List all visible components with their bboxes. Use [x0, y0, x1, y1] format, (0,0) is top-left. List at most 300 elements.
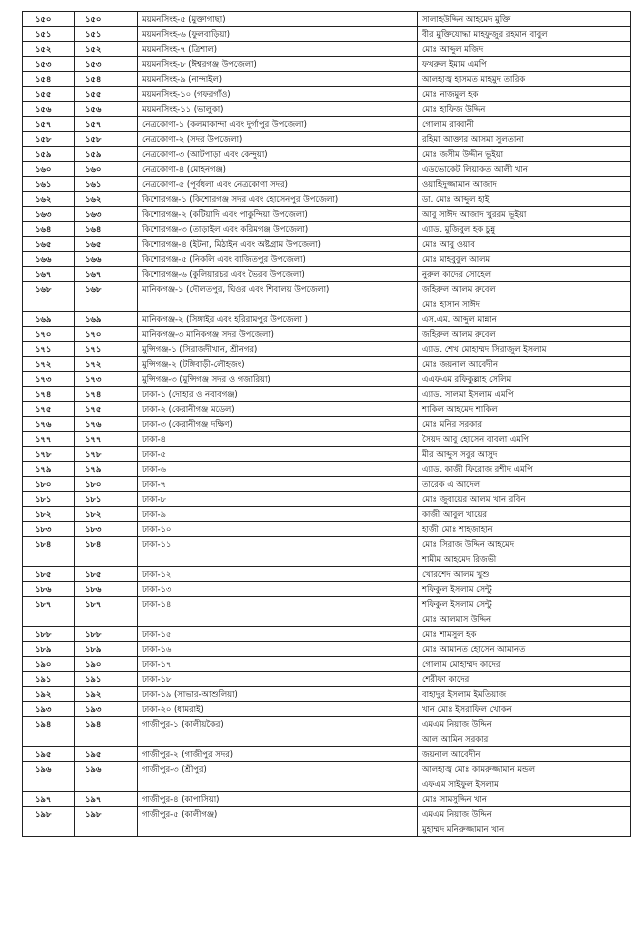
- seat-number-cell: ১৬৩: [75, 207, 138, 222]
- candidate-name: শফিকুল ইসলাম সেন্টু: [422, 584, 492, 594]
- candidate-name: জহিরুল আলম রুবেল: [422, 329, 496, 339]
- candidate-name: আবু সাঈদ আজাদ খুররম ভূইয়া: [422, 209, 527, 219]
- constituency-cell: ঢাকা-৫: [138, 447, 418, 462]
- serial-number-cell: ১৫০: [23, 12, 75, 27]
- candidate-name: রহিমা আক্তার আসমা সুলতানা: [422, 134, 524, 144]
- serial-number-cell: ১৮১: [23, 492, 75, 507]
- seat-number-cell: ১৭৮: [75, 447, 138, 462]
- candidate-name: সৈয়দ আবু হোসেন বাবলা এমপি: [422, 434, 529, 444]
- candidate-cell: [418, 462, 631, 477]
- candidate-cell: [418, 252, 631, 267]
- constituency-cell: ঢাকা-১৬: [138, 642, 418, 657]
- serial-number-cell: ১৭৬: [23, 417, 75, 432]
- table-row: [23, 42, 631, 57]
- table-row: [23, 87, 631, 102]
- seat-number-cell: ১৬৬: [75, 252, 138, 267]
- candidate-name: আলহাজ্ব মোঃ কামরুজ্জামান মন্ডল: [422, 764, 535, 774]
- serial-number-cell: ১৫৫: [23, 87, 75, 102]
- seat-number-cell: ১৫০: [75, 12, 138, 27]
- candidate-name: মীর আব্দুস সবুর আসুদ: [422, 449, 498, 459]
- candidate-name: এডভোকেট লিয়াকত আলী খান: [422, 164, 528, 174]
- table-row: [23, 102, 631, 117]
- candidate-cell: [418, 207, 631, 222]
- serial-number-cell: ১৬৩: [23, 207, 75, 222]
- serial-number-cell: ১৯৫: [23, 747, 75, 762]
- seat-number-cell: ১৬৯: [75, 312, 138, 327]
- constituency-cell: ঢাকা-১৮: [138, 672, 418, 687]
- candidate-name: গোলাম রাব্বানী: [422, 119, 474, 129]
- constituency-cell: ঢাকা-৭: [138, 477, 418, 492]
- candidate-name: আলহাজ্ব হাসমত মাহমুদ তারিক: [422, 74, 526, 84]
- table-row: [23, 792, 631, 807]
- constituency-cell: ঢাকা-৮: [138, 492, 418, 507]
- constituency-cell: কিশোরগঞ্জ-৪ (ইটনা, মিঠাইন এবং অষ্টগ্রাম উপজেলা): [138, 237, 418, 252]
- table-row: [23, 237, 631, 252]
- constituency-cell: নেত্রকোণা-২ (সদর উপজেলা): [138, 132, 418, 147]
- serial-number-cell: ১৭৪: [23, 387, 75, 402]
- candidate-cell: [418, 687, 631, 702]
- table-row: [23, 222, 631, 237]
- table-row: [23, 462, 631, 477]
- table-row: [23, 282, 631, 312]
- seat-number-cell: ১৮৪: [75, 537, 138, 567]
- candidate-name: এস.এম. আব্দুল মান্নান: [422, 314, 497, 324]
- candidate-name: মোঃ আব্দুল মজিদ: [422, 44, 484, 54]
- table-row: [23, 597, 631, 627]
- serial-number-cell: ১৯৮: [23, 807, 75, 837]
- seat-number-cell: ১৫৯: [75, 147, 138, 162]
- candidate-cell: [418, 192, 631, 207]
- candidate-name: এফএম সাইফুল ইসলাম: [422, 779, 499, 789]
- candidate-name: মোঃ আমানত হোসেন আমানত: [422, 644, 526, 654]
- seat-number-cell: ১৯৬: [75, 762, 138, 792]
- serial-number-cell: ১৭১: [23, 342, 75, 357]
- candidate-cell: [418, 807, 631, 837]
- seat-number-cell: ১৯১: [75, 672, 138, 687]
- serial-number-cell: ১৮৩: [23, 522, 75, 537]
- candidate-cell: [418, 12, 631, 27]
- constituency-cell: ঢাকা-১৩: [138, 582, 418, 597]
- table-row: [23, 627, 631, 642]
- candidate-name: মোঃ সিরাজ উদ্দিন আহমেদ: [422, 539, 515, 549]
- serial-number-cell: ১৬৪: [23, 222, 75, 237]
- serial-number-cell: ১৮২: [23, 507, 75, 522]
- serial-number-cell: ১৯৩: [23, 702, 75, 717]
- candidate-cell: [418, 402, 631, 417]
- seat-number-cell: ১৭১: [75, 342, 138, 357]
- candidate-cell: [418, 657, 631, 672]
- constituency-cell: ঢাকা-৯: [138, 507, 418, 522]
- serial-number-cell: ১৫৩: [23, 57, 75, 72]
- seat-number-cell: ১৯০: [75, 657, 138, 672]
- constituency-cell: নেত্রকোণা-৪ (মোহনগঞ্জ): [138, 162, 418, 177]
- table-row: [23, 492, 631, 507]
- constituency-cell: ময়মনসিংহ-১০ (গফরগাঁও): [138, 87, 418, 102]
- serial-number-cell: ১৯২: [23, 687, 75, 702]
- candidate-cell: [418, 477, 631, 492]
- candidate-name: এ্যাড. মুজিবুল হক চুন্নু: [422, 224, 496, 234]
- candidate-cell: [418, 627, 631, 642]
- candidate-name: ফখরুল ইমাম এমপি: [422, 59, 487, 69]
- table-row: [23, 762, 631, 792]
- table-row: [23, 252, 631, 267]
- constituency-cell: কিশোরগঞ্জ-৩ (তাড়াইল এবং করিমগঞ্জ উপজেলা): [138, 222, 418, 237]
- candidate-name: বীর মুক্তিযোদ্ধা মাহফুজুর রহমান বাবুল: [422, 29, 548, 39]
- candidate-cell: [418, 447, 631, 462]
- table-row: [23, 177, 631, 192]
- candidate-name: মোঃ জয়নাল আবেদীন: [422, 359, 498, 369]
- seat-number-cell: ১৭৫: [75, 402, 138, 417]
- seat-number-cell: ১৭৬: [75, 417, 138, 432]
- seat-number-cell: ১৭৯: [75, 462, 138, 477]
- seat-number-cell: ১৭৭: [75, 432, 138, 447]
- constituency-cell: নেত্রকোণা-১ (কলমাকান্দা এবং দুর্গাপুর উপজেলা): [138, 117, 418, 132]
- seat-number-cell: ১৮৯: [75, 642, 138, 657]
- constituency-cell: ঢাকা-১৫: [138, 627, 418, 642]
- constituency-cell: ময়মনসিংহ-৯ (নান্দাইল): [138, 72, 418, 87]
- serial-number-cell: ১৭৫: [23, 402, 75, 417]
- constituency-cell: ঢাকা-৩ (কেরানীগঞ্জ দক্ষিণ): [138, 417, 418, 432]
- serial-number-cell: ১৯১: [23, 672, 75, 687]
- table-row: [23, 357, 631, 372]
- serial-number-cell: ১৫৬: [23, 102, 75, 117]
- table-row: [23, 192, 631, 207]
- table-row: [23, 522, 631, 537]
- table-row: [23, 207, 631, 222]
- table-row: [23, 12, 631, 27]
- constituency-cell: গাজীপুর-৩ (শ্রীপুর): [138, 762, 418, 792]
- serial-number-cell: ১৬৭: [23, 267, 75, 282]
- constituency-cell: মুন্সিগঞ্জ-১ (সিরাজদীখান, শ্রীনগর): [138, 342, 418, 357]
- serial-number-cell: ১৯৬: [23, 762, 75, 792]
- constituency-cell: মানিকগঞ্জ-১ (দৌলতপুর, ঘিওর এবং শিবালয় উপজেলা): [138, 282, 418, 312]
- table-row: [23, 402, 631, 417]
- candidate-name: খোরশেদ আলম খুশু: [422, 569, 490, 579]
- table-row: [23, 417, 631, 432]
- candidate-cell: [418, 537, 631, 567]
- seat-number-cell: ১৭৪: [75, 387, 138, 402]
- table-row: [23, 132, 631, 147]
- constituency-cell: ময়মনসিংহ-৫ (মুক্তাগাছা): [138, 12, 418, 27]
- constituency-cell: গাজীপুর-১ (কালীয়কৈর): [138, 717, 418, 747]
- candidate-cell: [418, 162, 631, 177]
- constituency-cell: ঢাকা-১২: [138, 567, 418, 582]
- candidate-name: মোঃ শামসুল হক: [422, 629, 477, 639]
- seat-number-cell: ১৯২: [75, 687, 138, 702]
- seat-number-cell: ১৭২: [75, 357, 138, 372]
- candidate-name: খান মোঃ ইসরাফিল খোকন: [422, 704, 512, 714]
- table-row: [23, 27, 631, 42]
- serial-number-cell: ১৯৭: [23, 792, 75, 807]
- candidate-cell: [418, 312, 631, 327]
- candidate-name: জয়নাল আবেদীন: [422, 749, 481, 759]
- seat-number-cell: ১৮২: [75, 507, 138, 522]
- candidate-name: জহিরুল আলম রুবেল: [422, 284, 496, 294]
- candidate-cell: [418, 72, 631, 87]
- candidate-cell: [418, 672, 631, 687]
- candidate-cell: [418, 747, 631, 762]
- candidate-name: হাজী মোঃ শাহজাহান: [422, 524, 493, 534]
- constituency-cell: কিশোরগঞ্জ-৬ (কুলিয়ারচর এবং ভৈরব উপজেলা): [138, 267, 418, 282]
- serial-number-cell: ১৭৩: [23, 372, 75, 387]
- candidate-cell: [418, 132, 631, 147]
- seat-number-cell: ১৫৫: [75, 87, 138, 102]
- serial-number-cell: ১৮৯: [23, 642, 75, 657]
- candidate-cell: [418, 117, 631, 132]
- serial-number-cell: ১৮৫: [23, 567, 75, 582]
- table-row: [23, 312, 631, 327]
- seat-number-cell: ১৬০: [75, 162, 138, 177]
- table-row: [23, 267, 631, 282]
- candidate-table: [22, 11, 631, 837]
- table-row: [23, 72, 631, 87]
- constituency-cell: ঢাকা-১১: [138, 537, 418, 567]
- serial-number-cell: ১৫৭: [23, 117, 75, 132]
- candidate-name: এমএম নিয়াজ উদ্দিন: [422, 809, 492, 819]
- candidate-cell: [418, 27, 631, 42]
- candidate-name: মোঃ হাসান সাঈদ: [422, 299, 480, 309]
- candidate-cell: [418, 642, 631, 657]
- candidate-name: মোঃ হাফিজ উদ্দিন: [422, 104, 486, 114]
- serial-number-cell: ১৬৬: [23, 252, 75, 267]
- table-row: [23, 702, 631, 717]
- candidate-name: আল আমিন সরকার: [422, 734, 489, 744]
- candidate-cell: [418, 597, 631, 627]
- seat-number-cell: ১৫১: [75, 27, 138, 42]
- serial-number-cell: ১৮৭: [23, 597, 75, 627]
- constituency-cell: ঢাকা-৪: [138, 432, 418, 447]
- candidate-name: গোলাম মোহাম্মদ কাদের: [422, 659, 501, 669]
- constituency-cell: কিশোরগঞ্জ-১ (কিশোরগঞ্জ সদর এবং হোসেনপুর উপজেলা): [138, 192, 418, 207]
- candidate-cell: [418, 792, 631, 807]
- table-row: [23, 147, 631, 162]
- seat-number-cell: ১৫৬: [75, 102, 138, 117]
- constituency-cell: নেত্রকোণা-৫ (পূর্বধলা এবং নেত্রকোণা সদর): [138, 177, 418, 192]
- table-row: [23, 582, 631, 597]
- constituency-cell: মুন্সিগঞ্জ-৩ (মুন্সিগঞ্জ সদর ও গজারিয়া): [138, 372, 418, 387]
- candidate-cell: [418, 432, 631, 447]
- table-row: [23, 477, 631, 492]
- candidate-name: তারেক এ আদেল: [422, 479, 481, 489]
- constituency-cell: ঢাকা-১ (দোহার ও নবাবগঞ্জ): [138, 387, 418, 402]
- serial-number-cell: ১৯৪: [23, 717, 75, 747]
- constituency-cell: কিশোরগঞ্জ-৫ (নিকলি এবং বাজিতপুর উপজেলা): [138, 252, 418, 267]
- candidate-name: শামীম আহমেদ রিজভী: [422, 554, 497, 564]
- serial-number-cell: ১৬৮: [23, 282, 75, 312]
- constituency-cell: ঢাকা-৬: [138, 462, 418, 477]
- table-row: [23, 372, 631, 387]
- candidate-name: এ্যাড. সালমা ইসলাম এমপি: [422, 389, 514, 399]
- candidate-name: এমএম নিয়াজ উদ্দিন: [422, 719, 492, 729]
- candidate-name: মোঃ আবু ওয়াব: [422, 239, 475, 249]
- seat-number-cell: ১৮৮: [75, 627, 138, 642]
- candidate-list-sheet: [22, 11, 630, 837]
- serial-number-cell: ১৮৮: [23, 627, 75, 642]
- constituency-cell: গাজীপুর-২ (গাজীপুর সদর): [138, 747, 418, 762]
- serial-number-cell: ১৮৪: [23, 537, 75, 567]
- table-row: [23, 117, 631, 132]
- serial-number-cell: ১৮০: [23, 477, 75, 492]
- seat-number-cell: ১৬২: [75, 192, 138, 207]
- serial-number-cell: ১৫২: [23, 42, 75, 57]
- seat-number-cell: ১৮৫: [75, 567, 138, 582]
- serial-number-cell: ১৫১: [23, 27, 75, 42]
- seat-number-cell: ১৫৮: [75, 132, 138, 147]
- table-row: [23, 57, 631, 72]
- candidate-cell: [418, 102, 631, 117]
- candidate-name: মোঃ মনির সরকার: [422, 419, 482, 429]
- seat-number-cell: ১৬৭: [75, 267, 138, 282]
- serial-number-cell: ১৭৮: [23, 447, 75, 462]
- candidate-name: মোঃ মাহবুবুল আলম: [422, 254, 490, 264]
- candidate-cell: [418, 582, 631, 597]
- seat-number-cell: ১৮৬: [75, 582, 138, 597]
- constituency-cell: ঢাকা-১৪: [138, 597, 418, 627]
- constituency-cell: কিশোরগঞ্জ-২ (কটিয়াদি এবং পাকুন্দিয়া উপজেলা): [138, 207, 418, 222]
- serial-number-cell: ১৭২: [23, 357, 75, 372]
- seat-number-cell: ১৫২: [75, 42, 138, 57]
- candidate-name: কাজী আবুল খায়ের: [422, 509, 488, 519]
- seat-number-cell: ১৬১: [75, 177, 138, 192]
- constituency-cell: ময়মনসিংহ-১১ (ভালুকা): [138, 102, 418, 117]
- table-row: [23, 567, 631, 582]
- candidate-name: মোঃ আলমাস উদ্দিন: [422, 614, 492, 624]
- candidate-name: শফিকুল ইসলাম সেন্টু: [422, 599, 492, 609]
- candidate-name: এ্যাড. কাজী ফিরোজ রশীদ এমপি: [422, 464, 533, 474]
- candidate-cell: [418, 42, 631, 57]
- table-row: [23, 387, 631, 402]
- candidate-cell: [418, 87, 631, 102]
- table-row: [23, 507, 631, 522]
- seat-number-cell: ১৫৩: [75, 57, 138, 72]
- table-row: [23, 162, 631, 177]
- candidate-name: শাকিল আহমেদ শাকিল: [422, 404, 498, 414]
- candidate-cell: [418, 327, 631, 342]
- candidate-cell: [418, 237, 631, 252]
- candidate-cell: [418, 507, 631, 522]
- table-row: [23, 327, 631, 342]
- seat-number-cell: ১৭৩: [75, 372, 138, 387]
- serial-number-cell: ১৬৫: [23, 237, 75, 252]
- candidate-cell: [418, 522, 631, 537]
- serial-number-cell: ১৬২: [23, 192, 75, 207]
- candidate-name: মোঃ সামসুদ্দিন খান: [422, 794, 487, 804]
- constituency-cell: ময়মনসিংহ-৭ (ত্রিশাল): [138, 42, 418, 57]
- seat-number-cell: ১৬৫: [75, 237, 138, 252]
- seat-number-cell: ১৫৪: [75, 72, 138, 87]
- constituency-cell: নেত্রকোণা-৩ (আটপাড়া এবং কেন্দুয়া): [138, 147, 418, 162]
- candidate-table-body: [23, 12, 631, 837]
- constituency-cell: ময়মনসিংহ-৬ (ফুলবাড়িয়া): [138, 27, 418, 42]
- serial-number-cell: ১৭৯: [23, 462, 75, 477]
- table-row: [23, 432, 631, 447]
- seat-number-cell: ১৮৭: [75, 597, 138, 627]
- candidate-cell: [418, 222, 631, 237]
- candidate-name: মোঃ জুবায়ের আলম খান রবিন: [422, 494, 526, 504]
- table-row: [23, 717, 631, 747]
- candidate-cell: [418, 372, 631, 387]
- candidate-cell: [418, 717, 631, 747]
- seat-number-cell: ১৯৫: [75, 747, 138, 762]
- candidate-name: ওয়াহিদুজ্জামান আজাদ: [422, 179, 497, 189]
- seat-number-cell: ১৫৭: [75, 117, 138, 132]
- table-row: [23, 657, 631, 672]
- constituency-cell: মুন্সিগঞ্জ-২ (টঙ্গিবাড়ী-লৌহজং): [138, 357, 418, 372]
- serial-number-cell: ১৮৬: [23, 582, 75, 597]
- serial-number-cell: ১৫৮: [23, 132, 75, 147]
- serial-number-cell: ১৫৪: [23, 72, 75, 87]
- candidate-cell: [418, 147, 631, 162]
- constituency-cell: গাজীপুর-৫ (কালীগঞ্জ): [138, 807, 418, 837]
- constituency-cell: ঢাকা-১০: [138, 522, 418, 537]
- candidate-cell: [418, 267, 631, 282]
- serial-number-cell: ১৭০: [23, 327, 75, 342]
- candidate-cell: [418, 417, 631, 432]
- candidate-name: সালাহউদ্দিন আহমেদ মুক্তি: [422, 14, 511, 24]
- seat-number-cell: ১৮১: [75, 492, 138, 507]
- constituency-cell: ঢাকা-২০ (ধামরাই): [138, 702, 418, 717]
- constituency-cell: মানিকগঞ্জ-৩ মানিকগঞ্জ সদর উপজেলা): [138, 327, 418, 342]
- table-row: [23, 642, 631, 657]
- seat-number-cell: ১৯৮: [75, 807, 138, 837]
- seat-number-cell: ১৯৭: [75, 792, 138, 807]
- serial-number-cell: ১৫৯: [23, 147, 75, 162]
- table-row: [23, 672, 631, 687]
- seat-number-cell: ১৬৮: [75, 282, 138, 312]
- seat-number-cell: ১৮৩: [75, 522, 138, 537]
- candidate-cell: [418, 492, 631, 507]
- table-row: [23, 807, 631, 837]
- seat-number-cell: ১৭০: [75, 327, 138, 342]
- candidate-cell: [418, 177, 631, 192]
- serial-number-cell: ১৭৭: [23, 432, 75, 447]
- candidate-name: ডা. মোঃ আব্দুল হাই: [422, 194, 490, 204]
- constituency-cell: ময়মনসিংহ-৮ (ঈশ্বরগঞ্জ উপজেলা): [138, 57, 418, 72]
- table-row: [23, 537, 631, 567]
- candidate-name: নুরুল কাদের সোহেল: [422, 269, 492, 279]
- candidate-cell: [418, 357, 631, 372]
- constituency-cell: ঢাকা-১৯ (সাভার-আশুলিয়া): [138, 687, 418, 702]
- seat-number-cell: ১৯৩: [75, 702, 138, 717]
- constituency-cell: মানিকগঞ্জ-২ (সিঙ্গাইর এবং হরিরামপুর উপজেলা ): [138, 312, 418, 327]
- seat-number-cell: ১৯৪: [75, 717, 138, 747]
- table-row: [23, 447, 631, 462]
- serial-number-cell: ১৬১: [23, 177, 75, 192]
- candidate-cell: [418, 282, 631, 312]
- candidate-cell: [418, 762, 631, 792]
- serial-number-cell: ১৯০: [23, 657, 75, 672]
- serial-number-cell: ১৬৯: [23, 312, 75, 327]
- constituency-cell: গাজীপুর-৪ (কাপাসিয়া): [138, 792, 418, 807]
- seat-number-cell: ১৬৪: [75, 222, 138, 237]
- table-row: [23, 342, 631, 357]
- table-row: [23, 687, 631, 702]
- candidate-cell: [418, 57, 631, 72]
- candidate-name: এএফএম রফিকুল্লাহ সেলিম: [422, 374, 512, 384]
- candidate-cell: [418, 567, 631, 582]
- candidate-name: মোঃ জসীম উদ্দীন ভূইয়া: [422, 149, 504, 159]
- candidate-name: এ্যাড. শেখ মোহাম্মদ সিরাজুল ইসলাম: [422, 344, 547, 354]
- constituency-cell: ঢাকা-১৭: [138, 657, 418, 672]
- seat-number-cell: ১৮০: [75, 477, 138, 492]
- candidate-name: মোঃ নাজমুল হক: [422, 89, 479, 99]
- candidate-name: শেরীফা কাদের: [422, 674, 470, 684]
- candidate-name: মুহাম্মদ মনিরুজ্জামান খান: [422, 824, 505, 834]
- candidate-cell: [418, 342, 631, 357]
- candidate-cell: [418, 387, 631, 402]
- table-row: [23, 747, 631, 762]
- constituency-cell: ঢাকা-২ (কেরানীগঞ্জ মডেল): [138, 402, 418, 417]
